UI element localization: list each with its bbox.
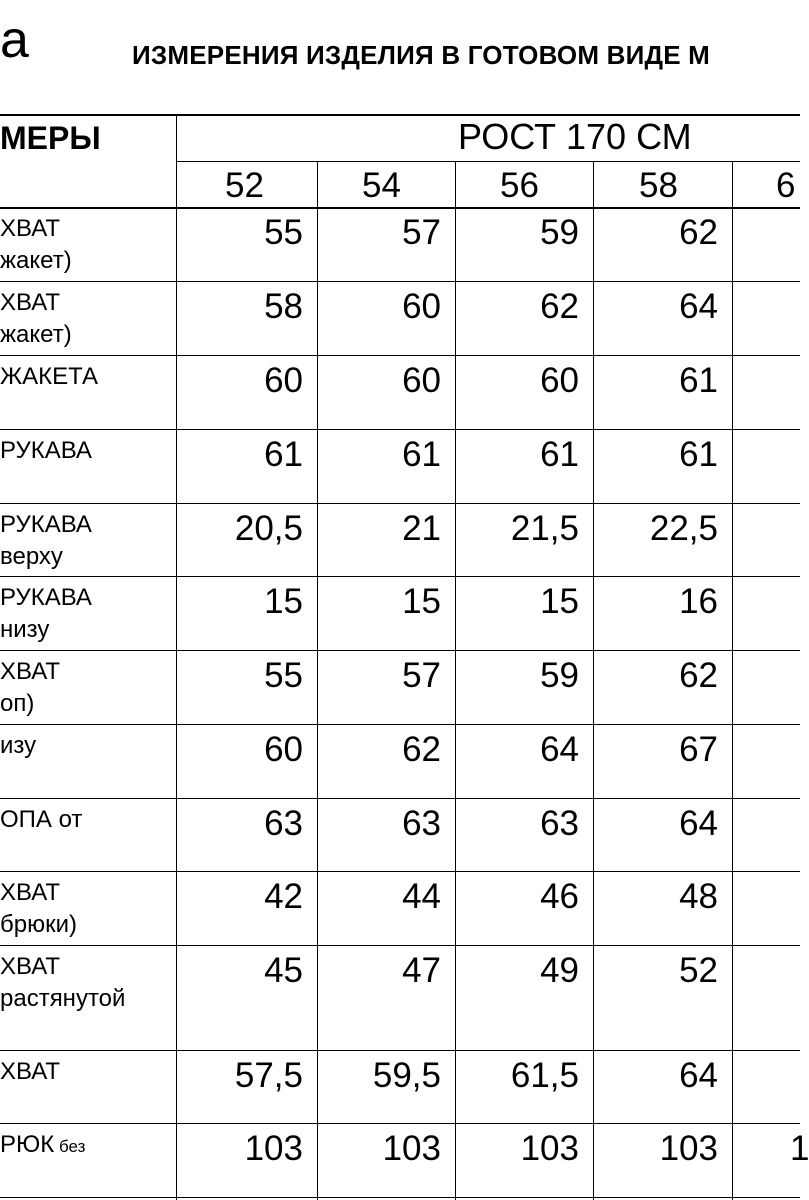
table-cell: 59 bbox=[540, 656, 579, 695]
table-cell: 57 bbox=[402, 656, 441, 695]
row-label-line1: ХВАТ bbox=[0, 953, 61, 980]
table-cell: 63 bbox=[264, 804, 303, 843]
row-label-line2: жакет) bbox=[0, 321, 72, 348]
row-label bbox=[0, 287, 72, 351]
table-cell: 103 bbox=[520, 1129, 579, 1168]
row-label-line2: растянутой bbox=[0, 985, 126, 1012]
table-cell: 57 bbox=[402, 213, 441, 252]
table-cell: 49 bbox=[540, 951, 579, 990]
size-header-60: 6 bbox=[776, 166, 796, 205]
header-growth: РОСТ 170 СМ bbox=[458, 116, 692, 157]
row-label bbox=[0, 435, 92, 467]
table-cell: 61 bbox=[402, 435, 441, 474]
row-label-line1: ХВАТ bbox=[0, 215, 61, 242]
table-cell: 58 bbox=[264, 287, 303, 326]
table-cell: 103 bbox=[382, 1129, 441, 1168]
table-cell: 103 bbox=[244, 1129, 303, 1168]
row-label bbox=[0, 877, 77, 941]
table-cell: 55 bbox=[264, 213, 303, 252]
row-label-line1: ХВАТ bbox=[0, 289, 61, 316]
table-cell: 63 bbox=[540, 804, 579, 843]
table-cell: 15 bbox=[402, 582, 441, 621]
table-cell: 15 bbox=[540, 582, 579, 621]
row-label bbox=[0, 730, 36, 762]
table-cell: 15 bbox=[264, 582, 303, 621]
table-cell: 62 bbox=[679, 656, 718, 695]
table-cell: 60 bbox=[264, 730, 303, 769]
row-label bbox=[0, 213, 72, 277]
size-header-54: 54 bbox=[362, 166, 401, 205]
row-label bbox=[0, 1129, 85, 1163]
row-label-line1: ХВАТ bbox=[0, 658, 61, 685]
table-cell: 57,5 bbox=[234, 1056, 303, 1095]
row-label-line2: низу bbox=[0, 616, 50, 643]
table-cell: 64 bbox=[679, 287, 718, 326]
table-cell: 42 bbox=[264, 877, 303, 916]
table-cell: 55 bbox=[264, 656, 303, 695]
row-label bbox=[0, 804, 82, 836]
row-label-line1: ХВАТ bbox=[0, 1058, 61, 1085]
row-label bbox=[0, 361, 98, 393]
table-cell: 62 bbox=[540, 287, 579, 326]
table-cell: 60 bbox=[402, 361, 441, 400]
page-title: ИЗМЕРЕНИЯ ИЗДЕЛИЯ В ГОТОВОМ ВИДЕ М bbox=[132, 40, 711, 70]
table-cell: 62 bbox=[679, 213, 718, 252]
row-label bbox=[0, 509, 92, 573]
row-label-line1: РУКАВА bbox=[0, 437, 92, 464]
table-cell: 64 bbox=[540, 730, 579, 769]
table-cell: 67 bbox=[679, 730, 718, 769]
table-cell: 60 bbox=[264, 361, 303, 400]
table-cell: 59 bbox=[540, 213, 579, 252]
row-label-note: без bbox=[54, 1137, 86, 1156]
header-label: МЕРЫ bbox=[0, 120, 101, 156]
size-header-56: 56 bbox=[500, 166, 539, 205]
size-header-58: 58 bbox=[639, 166, 678, 205]
row-label-line1: ЖАКЕТА bbox=[0, 363, 99, 390]
table-cell: 63 bbox=[402, 804, 441, 843]
table-cell: 61,5 bbox=[510, 1056, 579, 1095]
table-cell: 103 bbox=[659, 1129, 718, 1168]
row-label-line2: брюки) bbox=[0, 911, 77, 938]
table-cell: 64 bbox=[679, 804, 718, 843]
row-label-line2: оп) bbox=[0, 690, 35, 717]
table-cell: 61 bbox=[264, 435, 303, 474]
row-label bbox=[0, 1056, 60, 1088]
table-cell: 61 bbox=[679, 435, 718, 474]
table-cell: 60 bbox=[540, 361, 579, 400]
table-cell: 16 bbox=[679, 582, 718, 621]
table-cell: 21 bbox=[402, 509, 441, 548]
table-cell: 21,5 bbox=[510, 509, 579, 548]
table-cell: 45 bbox=[264, 951, 303, 990]
brand-logo: a bbox=[0, 11, 29, 69]
row-label-line1: ОПА от bbox=[0, 806, 83, 833]
row-label-line1: РУКАВА bbox=[0, 584, 92, 611]
size-header-52: 52 bbox=[225, 166, 264, 205]
table-cell: 59,5 bbox=[372, 1056, 441, 1095]
row-label-line2: жакет) bbox=[0, 247, 72, 274]
row-label bbox=[0, 951, 125, 1015]
table-cell: 52 bbox=[679, 951, 718, 990]
table-cell: 47 bbox=[402, 951, 441, 990]
table-cell: 48 bbox=[679, 877, 718, 916]
table-cell-partial: 1 bbox=[790, 1129, 809, 1168]
table-cell: 61 bbox=[679, 361, 718, 400]
row-label-line2: верху bbox=[0, 543, 63, 570]
table-cell: 61 bbox=[540, 435, 579, 474]
table-cell: 64 bbox=[679, 1056, 718, 1095]
table-cell: 44 bbox=[402, 877, 441, 916]
row-label bbox=[0, 656, 60, 720]
table-cell: 20,5 bbox=[234, 509, 303, 548]
row-label-line1: изу bbox=[0, 732, 37, 759]
row-label-line1: ХВАТ bbox=[0, 879, 61, 906]
table-cell: 22,5 bbox=[649, 509, 718, 548]
row-label-line1: РЮК без bbox=[0, 1131, 86, 1158]
table-cell: 60 bbox=[402, 287, 441, 326]
row-label bbox=[0, 582, 92, 646]
table-cell: 46 bbox=[540, 877, 579, 916]
table-cell: 62 bbox=[402, 730, 441, 769]
row-label-line1: РУКАВА bbox=[0, 511, 92, 538]
